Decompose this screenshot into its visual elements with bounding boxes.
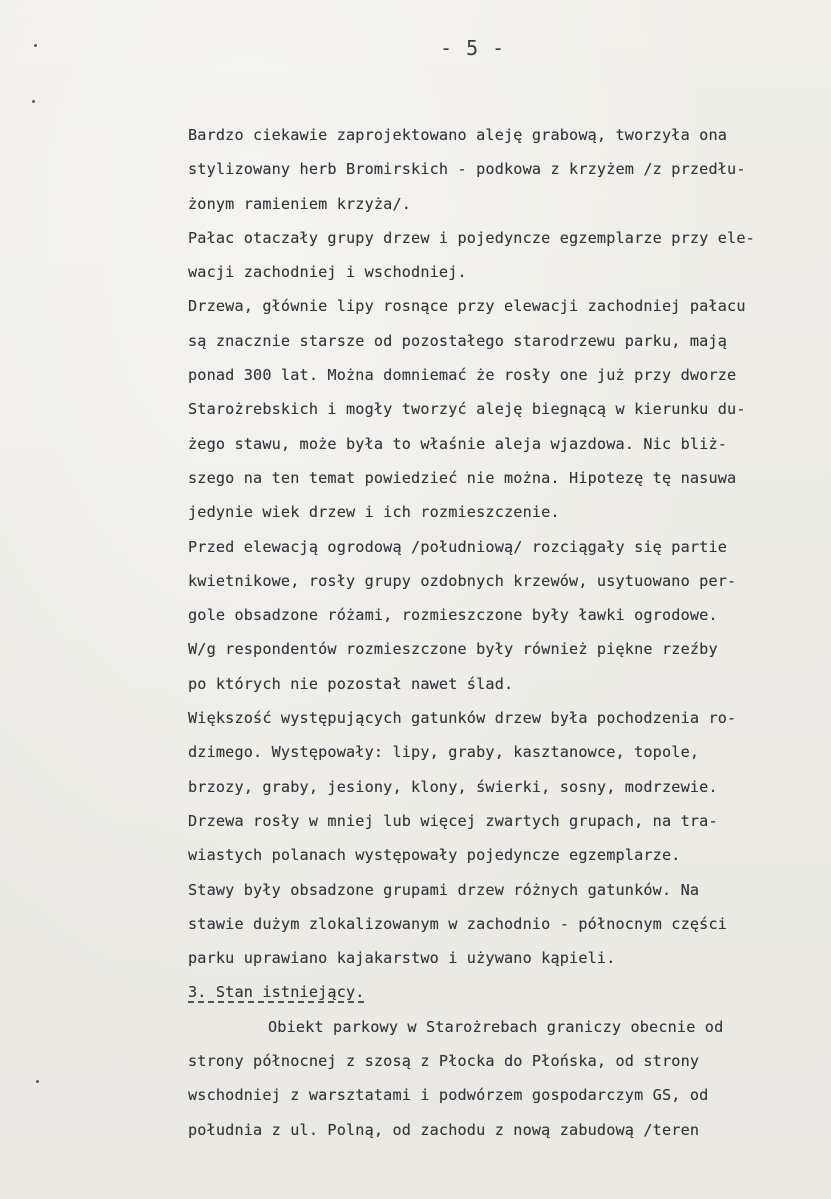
text-line: Stawy były obsadzone grupami drzew różnych gatunków. Na [188,880,700,899]
text-line: Drzewa rosły w mniej lub więcej zwartych grupach, na tra- [188,811,718,830]
text-line: po których nie pozostał nawet ślad. [188,674,514,693]
text-line: Drzewa, głównie lipy rosnące przy elewacji zachodniej pałacu [188,297,746,316]
punch-mark [36,1080,39,1083]
text-line: brzozy, graby, jesiony, klony, świerki, sosny, modrzewie. [188,777,718,796]
text-line: Starożrebskich i mogły tworzyć aleję biegnącą w kierunku du- [188,400,746,419]
text-line: Przed elewacją ogrodową /południową/ rozciągały się partie [188,537,728,556]
text-line: Pałac otaczały grupy drzew i pojedyncze egzemplarze przy ele- [188,228,755,247]
punch-mark [32,100,35,103]
text-line: W/g respondentów rozmieszczone były również piękne rzeźby [188,640,718,659]
page-number: - 5 - [440,36,506,60]
text-line: żonym ramieniem krzyża/. [188,194,412,213]
text-line: wiastych polanach występowały pojedyncze egzemplarze. [188,846,681,865]
text-line: Bardzo ciekawie zaprojektowano aleję grabową, tworzyła ona [188,126,728,144]
text-line: stawie dużym zlokalizowanym w zachodnio - północnym części [188,914,728,933]
punch-mark [34,44,37,47]
text-line: Większość występujących gatunków drzew była pochodzenia ro- [188,709,737,728]
text-line: wschodniej z warsztatami i podwórzem gospodarczym GS, od [188,1086,709,1105]
text-line: strony północnej z szosą z Płocka do Płońska, od strony [188,1052,700,1071]
text-line: gole obsadzone różami, rozmieszczone były ławki ogrodowe. [188,606,718,625]
text-line: wacji zachodniej i wschodniej. [188,263,467,282]
text-line: kwietnikowe, rosły grupy ozdobnych krzewów, usytuowano per- [188,571,737,590]
text-line: parku uprawiano kajakarstwo i używano kąpieli. [188,949,616,968]
text-line: stylizowany herb Bromirskich - podkowa z krzyżem /z przedłu- [188,160,746,179]
text-line: są znacznie starsze od pozostałego starodrzewu parku, mają [188,331,728,350]
document-body [188,118,818,1147]
text-line: Obiekt parkowy w Starożrebach graniczy obecnie od [268,1017,724,1036]
text-line: żego stawu, może była to właśnie aleja wjazdowa. Nic bliż- [188,434,728,453]
section-heading: 3. Stan istniejący. [188,983,365,1002]
text-line: szego na ten temat powiedzieć nie można. Hipotezę tę nasuwa [188,468,737,487]
text-line: południa z ul. Polną, od zachodu z nową zabudową /teren [188,1120,700,1139]
text-line: ponad 300 lat. Można domniemać że rosły one już przy dworze [188,366,737,385]
text-line: dzimego. Występowały: lipy, graby, kasztanowce, topole, [188,743,700,762]
text-line: jedynie wiek drzew i ich rozmieszczenie. [188,503,560,522]
